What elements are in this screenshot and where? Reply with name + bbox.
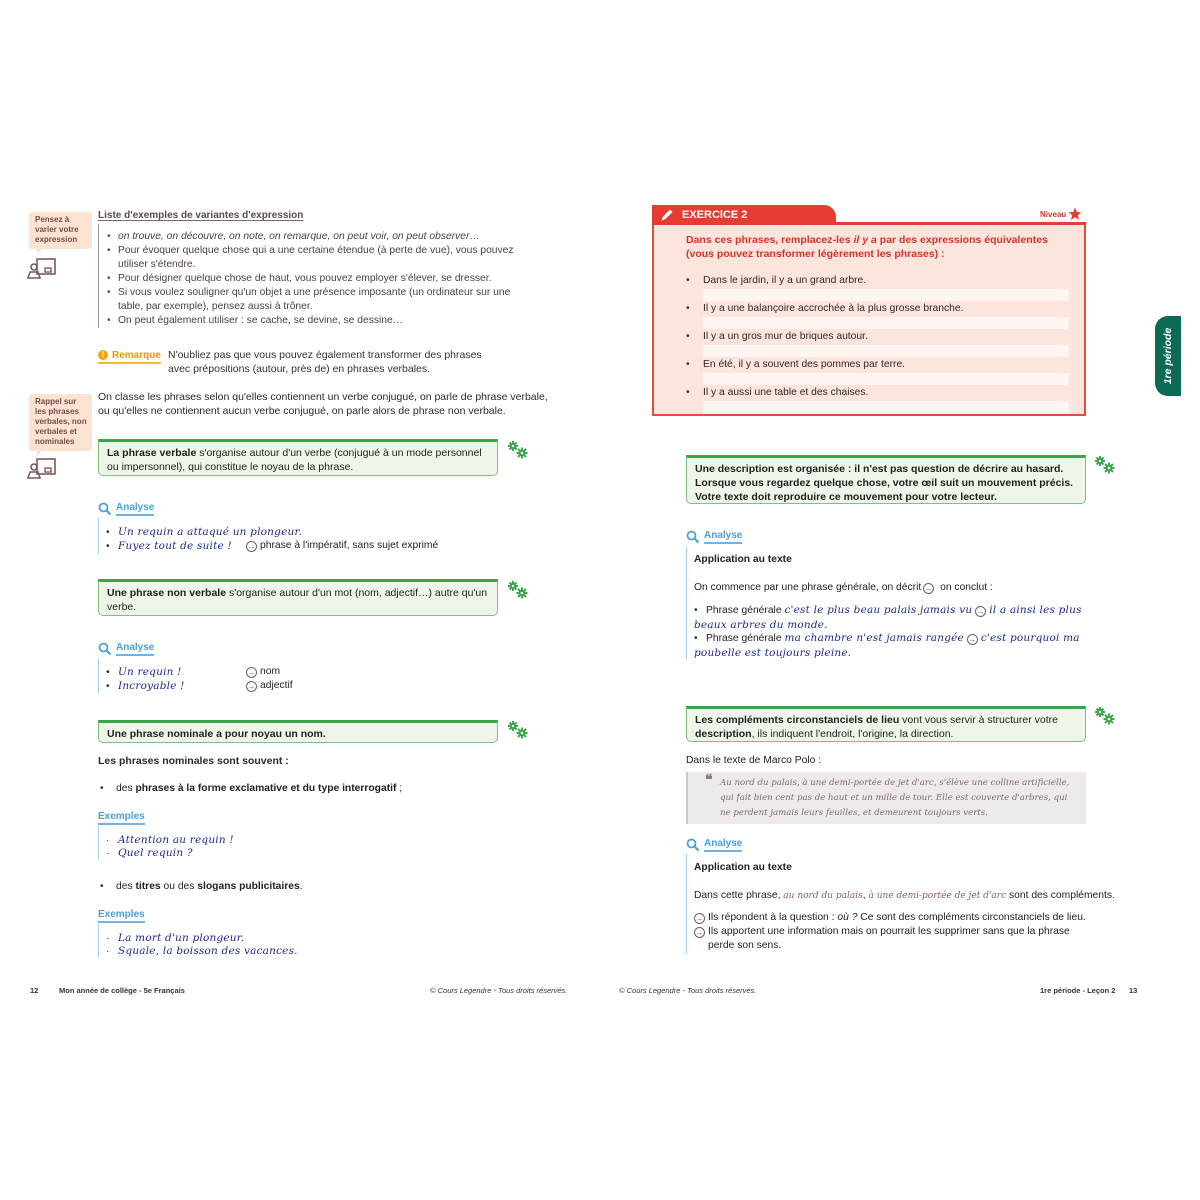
magnifier-icon [98,502,112,516]
analyse-item: • Un requin a attaqué un plongeur. [106,526,303,538]
exclamation-icon: ! [98,350,108,360]
exemples-heading: Exemples [98,811,145,825]
exercise-header: EXERCICE 2 [652,205,836,225]
analyse-rule [98,518,99,554]
analyse-note: → adjectif [247,680,293,691]
page-number-left: 12 [30,986,39,995]
exercise-item: • Dans le jardin, il y a un grand arbre. [686,275,867,286]
book-title: Mon année de collège - 5e Français [59,986,185,995]
exemples-rule [98,924,99,958]
copyright-right: © Cours Legendre - Tous droits réservés. [619,986,757,995]
list-item: • on trouve, on découvre, on note, on remarque, on peut voir, on peut observer… [104,230,524,244]
exemples-heading: Exemples [98,909,145,923]
analyse-note: → phrase à l'impératif, sans sujet exprimé [247,540,439,551]
pencil-icon [660,208,674,222]
analyse-intro: On commence par une phrase générale, on décrit → on conclut : [694,582,993,593]
analyse-rule [686,546,687,660]
exercise-item: • Il y a une balançoire accrochée à la plus grosse branche. [686,303,964,314]
remarque-label: ! Remarque [98,348,161,364]
quote-mark-icon: ❝ [705,772,713,788]
analyse-subtitle: Application au texte [694,862,792,873]
teacher-board-icon [27,456,57,480]
analyse-subtitle: Application au texte [694,554,792,565]
arrow-right-icon: → [247,542,256,551]
analyse-sentence: Dans cette phrase, au nord du palais, à une demi-portée de jet d'arc sont des compléments. [694,890,1115,901]
intro-paragraph: On classe les phrases selon qu'elles contiennent un verbe conjugué, on parle de phrase verbale, ou qu'elles ne contiennent aucun verbe conjugué, on parle alors de phrase non verbale. [98,391,548,417]
nominales-point: • des titres ou des slogans publicitaires. [100,881,303,892]
exercise-item: • Il y a un gros mur de briques autour. [686,331,868,342]
arrow-right-icon: → [976,607,985,616]
answer-field[interactable] [703,317,1069,329]
marco-polo-quote: ❝ Au nord du palais, à une demi-portée de jet d'arc, s'élève une colline artificielle, qui fait bien cent pas de haut et un mille de tour. Elle est couverte d'arbres, qui ne perdent jamais leurs feuilles, et demeurent toujours verts. [686,772,1086,824]
definition-box-complements: Les compléments circonstanciels de lieu vont vous servir à structurer votre description, ils indiquent l'endroit, l'origine, la direction. [686,706,1086,742]
arrow-right-icon: → [247,682,256,691]
side-note-rappel: Rappel sur les phrases verbales, non verbales et nominales [29,394,92,451]
example-item: · Squale, la boisson des vacances. [106,945,298,957]
analyse-rule [98,658,99,694]
level-indicator: Niveau [1040,207,1082,221]
nominales-point: • des phrases à la forme exclamative et du type interrogatif ; [100,783,403,794]
example-item: · Attention au requin ! [106,834,234,846]
answer-field[interactable] [703,373,1069,385]
analyse-item: • Phrase générale ma chambre n'est jamais rangée → c'est pourquoi ma poubelle est toujours pleine. [694,632,1080,659]
analyse-point: → Ils répondent à la question : où ? Ce sont des compléments circonstanciels de lieu. [695,912,1086,923]
exercise-item: • En été, il y a souvent des pommes par terre. [686,359,906,370]
list-item: • Si vous voulez souligner qu'un objet a une présence imposante (un ordinateur sur une table, par exemple), pensez aussi à trôner. [104,286,524,314]
analyse-item: • Phrase générale c'est le plus beau palais jamais vu → il a ainsi les plus beaux arbres du monde. [694,604,1082,631]
arrow-right-icon: → [247,668,256,677]
teacher-board-icon [27,256,57,280]
variantes-rule [98,224,99,328]
star-icon [1068,207,1082,221]
example-item: · La mort d'un plongeur. [106,932,245,944]
definition-box-verbale: La phrase verbale s'organise autour d'un verbe (conjugué à un mode personnel ou impersonnel), qui constitue le noyau de la phrase. [98,439,498,476]
variantes-list [104,230,524,328]
definition-box-description: Une description est organisée : il n'est pas question de décrire au hasard. Lorsque vous regardez quelque chose, votre œil suit un mouvement précis. Votre texte doit reproduire ce mouvement pour votre lecteur. [686,455,1086,504]
analyse-heading: Analyse [686,838,742,852]
arrow-right-icon: → [695,914,704,923]
page-number-right: 13 [1129,986,1138,995]
exemples-rule [98,826,99,860]
answer-field[interactable] [703,401,1069,413]
exercise-instruction: Dans ces phrases, remplacez-les il y a par des expressions équivalentes (vous pouvez transformer légèrement les phrases) : [686,234,1048,260]
gears-icon [1093,706,1117,726]
analyse-item: • Un requin ! [106,666,182,678]
list-item: • Pour évoquer quelque chose qui a une certaine étendue (à perte de vue), vous pouvez utiliser s'étendre. [104,244,524,272]
magnifier-icon [686,838,700,852]
gears-icon [506,580,530,600]
exercise-item: • Il y a aussi une table et des chaises. [686,387,869,398]
copyright-left: © Cours Legendre - Tous droits réservés. [430,986,568,995]
definition-box-non-verbale: Une phrase non verbale s'organise autour d'un mot (nom, adjectif…) autre qu'un verbe. [98,579,498,616]
marco-polo-intro: Dans le texte de Marco Polo : [686,755,822,766]
definition-box-nominale: Une phrase nominale a pour noyau un nom. [98,720,498,743]
arrow-right-icon: → [924,584,933,593]
list-item: • Pour désigner quelque chose de haut, vous pouvez employer s'élever, se dresser. [104,272,524,286]
list-item: • On peut également utiliser : se cache, se devine, se dessine… [104,314,524,328]
analyse-point: → Ils apportent une information mais on pourrait les supprimer sans que la phrase [695,926,1070,937]
section-label: 1re période - Leçon 2 [1040,986,1116,995]
variantes-title: Liste d'exemples de variantes d'expression [98,210,304,221]
remarque-text: N'oubliez pas que vous pouvez également transformer des phrases avec prépositions (autour, près de) en phrases verbales. [168,349,482,375]
example-item: · Quel requin ? [106,847,193,859]
analyse-heading: Analyse [98,502,154,516]
arrow-right-icon: → [695,928,704,937]
analyse-item: • Incroyable ! [106,680,185,692]
period-tab: 1re période [1155,316,1181,396]
analyse-item: • Fuyez tout de suite ! [106,540,232,552]
analyse-heading: Analyse [686,530,742,544]
analyse-rule [686,854,687,954]
answer-field[interactable] [703,345,1069,357]
analyse-note: → nom [247,666,281,677]
analyse-point-cont: perde son sens. [708,940,782,951]
answer-field[interactable] [703,289,1069,301]
gears-icon [506,440,530,460]
side-note-varier: Pensez à varier votre expression [29,212,92,249]
gears-icon [1093,455,1117,475]
magnifier-icon [98,642,112,656]
analyse-heading: Analyse [98,642,154,656]
nominales-title: Les phrases nominales sont souvent : [98,755,289,767]
magnifier-icon [686,530,700,544]
gears-icon [506,720,530,740]
arrow-right-icon: → [968,635,977,644]
